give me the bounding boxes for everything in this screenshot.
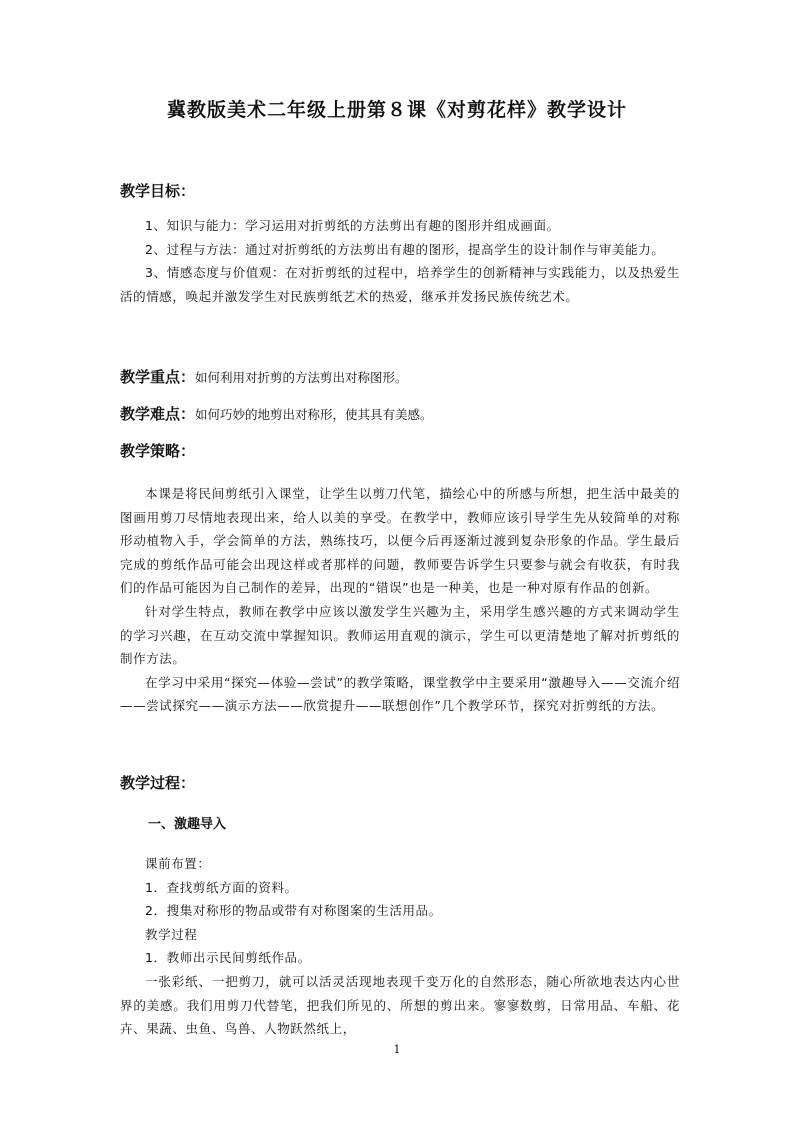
difficulty	[120, 403, 433, 426]
objectives-list	[120, 214, 680, 308]
document-title: 冀教版美术二年级上册第８课《对剪花样》教学设计	[166, 99, 627, 121]
strategy-paragraph: 在学习中采用“探究—体验—尝试”的教学策略，课堂教学中主要采用“激趣导入——交流介绍——尝试探究——演示方法——欣赏提升——联想创作”几个教学环节，探究对折剪纸的方法。	[120, 674, 680, 714]
key-point-text: 如何利用对折剪的方法剪出对称图形。	[195, 370, 408, 385]
objectives-heading: 教学目标：	[120, 182, 196, 200]
objective-item: 2、过程与方法：通过对折剪纸的方法剪出有趣的图形，提高学生的设计制作与审美能力。	[145, 241, 665, 257]
process-line: 2．搜集对称形的物品或带有对称图案的生活用品。	[145, 903, 442, 919]
strategy-paragraph: 针对学生特点，教师在教学中应该以激发学生兴趣为主，采用学生感兴趣的方式来调动学生的学习兴趣，在互动交流中掌握知识。教师运用直观的演示，学生可以更清楚地了解对折剪纸的制作方法。	[120, 603, 680, 667]
process-paragraph: 一张彩纸、一把剪刀，就可以活灵活现地表现千变万化的自然形态，随心所欲地表达内心世界的美感。我们用剪刀代替笔，把我们所见的、所想的剪出来。寥寥数剪，日常用品、车船、花卉、果蔬、虫鱼、鸟兽、人物跃然纸上，	[120, 973, 680, 1037]
difficulty-text: 如何巧妙的地剪出对称形，使其具有美感。	[195, 407, 433, 422]
process-line: 教学过程	[145, 926, 198, 942]
key-point	[120, 366, 408, 389]
process-line: 1．教师出示民间剪纸作品。	[145, 950, 311, 966]
strategy-paragraph: 本课是将民间剪纸引入课堂，让学生以剪刀代笔，描绘心中的所感与所想，把生活中最美的图画用剪刀尽情地表现出来，给人以美的享受。在教学中，教师应该引导学生先从较简单的对称形动植物入手，学会简单的方法，熟练技巧，以便今后再逐渐过渡到复杂形象的作品。学生最后完成的剪纸作品可能会出现这样或者那样的问题，教师要告诉学生只要参与就会有收获，有时我们的作品可能因为自己制作的差异，出现的“错误”也是一种美，也是一种对原有作品的创新。	[120, 486, 680, 596]
objective-item: 3、情感态度与价值观：在对折剪纸的过程中，培养学生的创新精神与实践能力，以及热爱生活的情感，唤起并激发学生对民族剪纸艺术的热爱，继承并发扬民族传统艺术。	[120, 265, 680, 304]
process-body	[120, 852, 680, 1041]
process-heading: 教学过程：	[120, 774, 196, 792]
page-number: 1	[393, 1043, 401, 1056]
key-point-label: 教学重点：	[120, 368, 196, 386]
process-line: 课前布置：	[145, 856, 211, 871]
strategy-body	[120, 482, 680, 718]
objective-item: 1、知识与能力：学习运用对折剪纸的方法剪出有趣的图形并组成画面。	[145, 218, 560, 233]
process-line: 1．查找剪纸方面的资料。	[145, 879, 298, 895]
section-title-intro: 一、激趣导入	[148, 817, 227, 832]
strategy-heading: 教学策略：	[120, 442, 196, 460]
difficulty-label: 教学难点：	[120, 405, 196, 423]
